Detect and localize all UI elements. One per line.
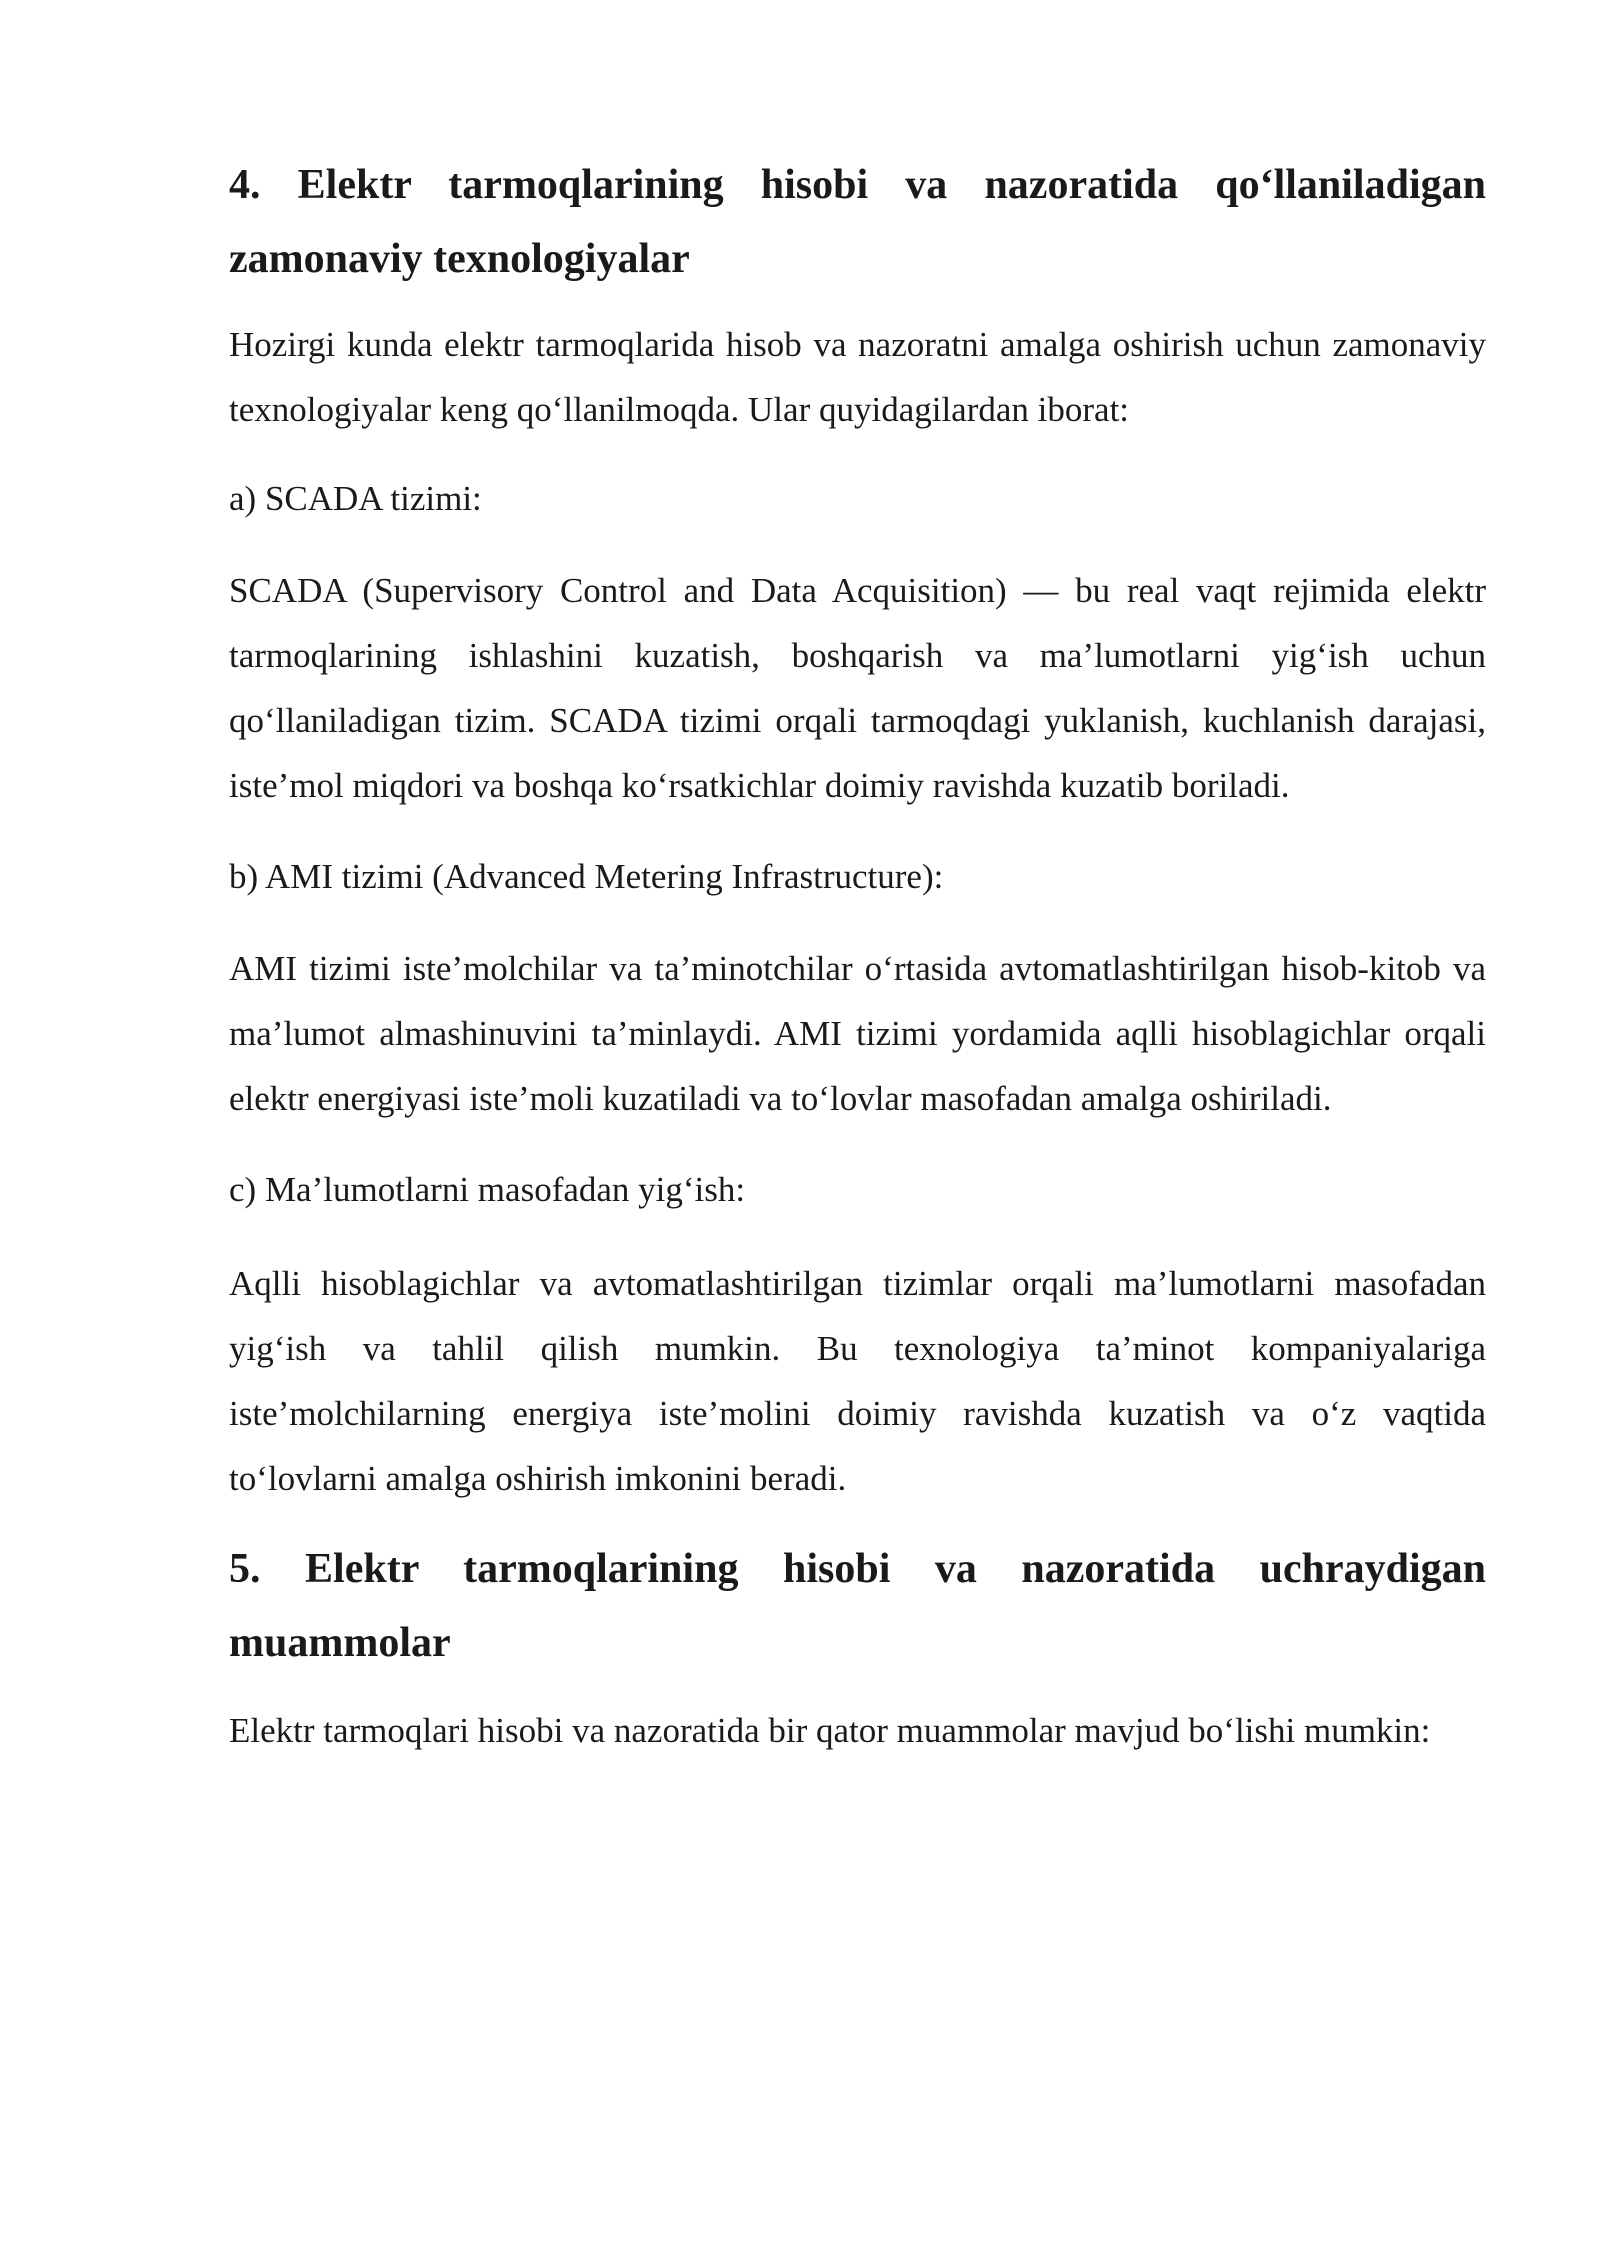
item-b-paragraph: AMI tizimi iste’molchilar va ta’minotchilar o‘rtasida avtomatlashtirilgan hisob-kitob va ma’lumot almashinuvini ta’minlaydi. AMI tizimi yordamida aqlli hisoblagichlar orqali elektr energiyasi iste’moli kuzatiladi va to‘lovlar masofadan amalga oshiriladi. [229, 949, 1486, 1118]
item-a-label: a) SCADA tizimi: [229, 479, 482, 518]
item-b-label: b) AMI tizimi (Advanced Metering Infrastructure): [229, 857, 944, 896]
item-a-paragraph: SCADA (Supervisory Control and Data Acquisition) — bu real vaqt rejimida elektr tarmoqlarining ishlashini kuzatish, boshqarish va ma’lumotlarni yig‘ish uchun qo‘llaniladigan tizim. SCADA tizimi orqali tarmoqdagi yuklanish, kuchlanish darajasi, iste’mol miqdori va boshqa ko‘rsatkichlar doimiy ravishda kuzatib boriladi. [229, 571, 1486, 805]
section-4-intro-paragraph: Hozirgi kunda elektr tarmoqlarida hisob va nazoratni amalga oshirish uchun zamonaviy texnologiyalar keng qo‘llanilmoqda. Ular quyidagilardan iborat: [229, 325, 1486, 429]
section-5-intro-paragraph: Elektr tarmoqlari hisobi va nazoratida bir qator muammolar mavjud bo‘lishi mumkin: [229, 1711, 1431, 1750]
section-4-heading: 4. Elektr tarmoqlarining hisobi va nazoratida qo‘llaniladigan zamonaviy texnologiyalar [229, 162, 1486, 282]
item-c-paragraph: Aqlli hisoblagichlar va avtomatlashtirilgan tizimlar orqali ma’lumotlarni masofadan yig‘ish va tahlil qilish mumkin. Bu texnologiya ta’minot kompaniyalariga iste’molchilarning energiya iste’molini doimiy ravishda kuzatish va o‘z vaqtida to‘lovlarni amalga oshirish imkonini beradi. [229, 1264, 1486, 1498]
section-5-heading: 5. Elektr tarmoqlarining hisobi va nazoratida uchraydigan muammolar [229, 1546, 1486, 1666]
item-c-label: c) Ma’lumotlarni masofadan yig‘ish: [229, 1170, 746, 1209]
document-page [229, 148, 1486, 1763]
